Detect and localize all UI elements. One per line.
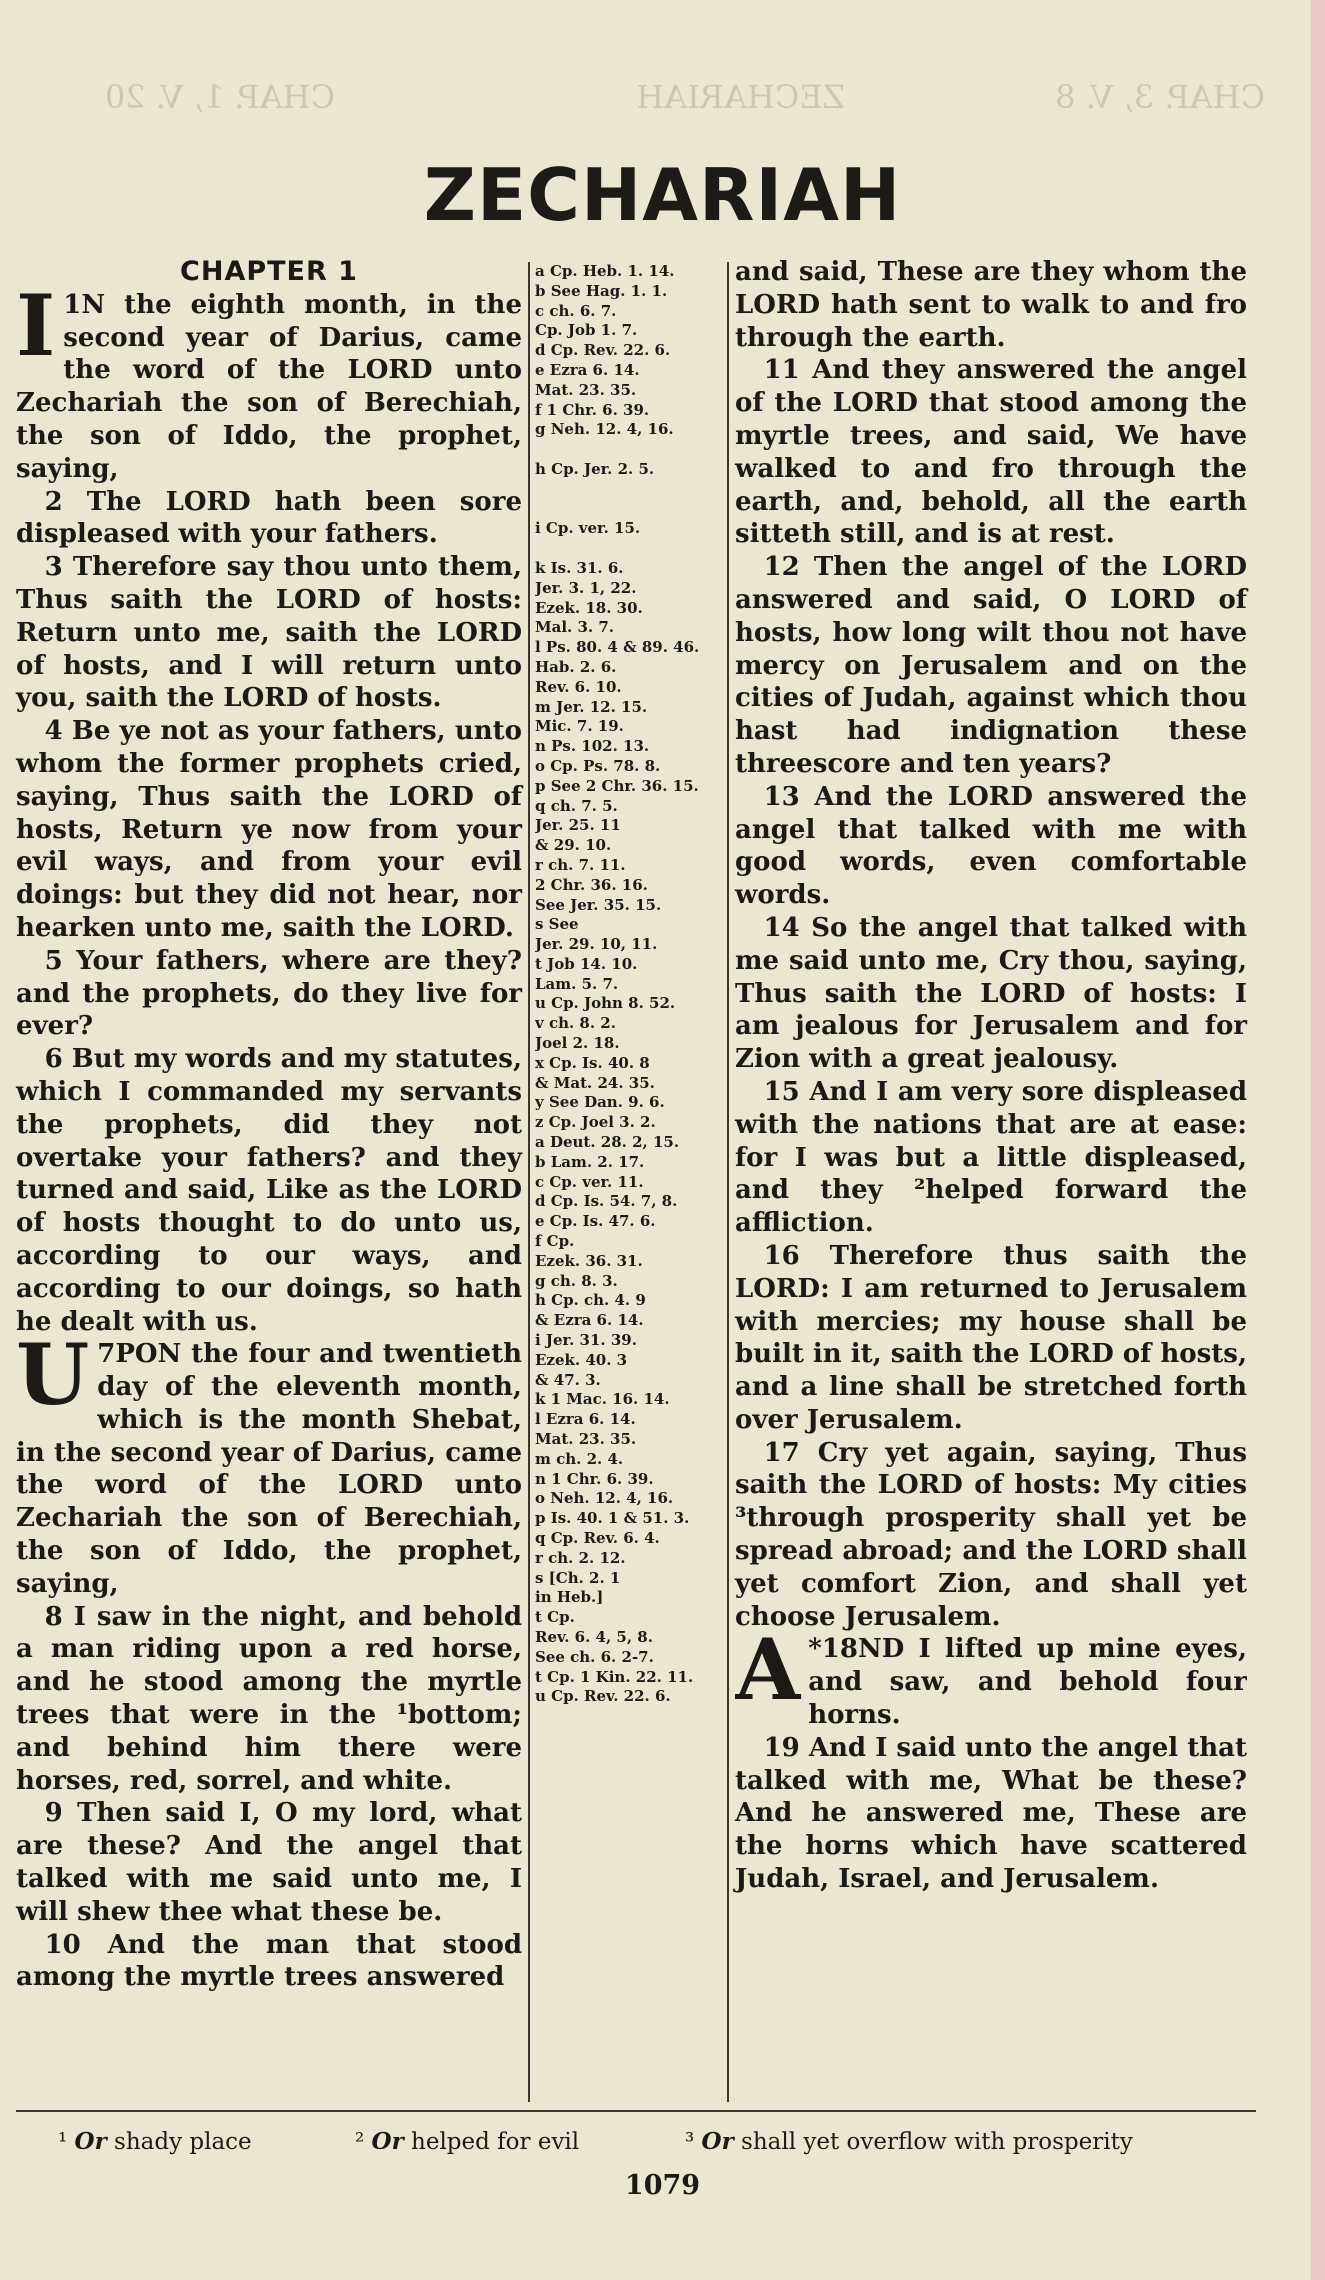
verse-number: 13 xyxy=(763,781,815,812)
cross-reference: Ezek. 40. 3 xyxy=(535,1350,628,1369)
verse xyxy=(735,1240,1247,1437)
left-text-column xyxy=(16,256,522,1994)
verse-text: But my words and my statutes, which I commanded my servants the prophets, did they not overtake your fathers? and they turned and said, Like as the LORD of hosts thought to do unto us, according to our ways, and according to our doings, so hath he dealt with us. xyxy=(16,1044,522,1337)
verse-number: 14 xyxy=(763,912,812,943)
verse xyxy=(735,1076,1247,1240)
verse-number: 7 xyxy=(97,1339,116,1370)
verse-number: 9 xyxy=(44,1798,78,1829)
cross-reference xyxy=(535,500,720,520)
cross-reference xyxy=(535,480,720,500)
cross-reference: & Mat. 24. 35. xyxy=(535,1073,655,1092)
verse-text: I saw in the night, and behold a man riding upon a red horse, and he stood among the myrtle trees that were in the ¹bottom; and behind him there were horses, red, sorrel, and white. xyxy=(16,1601,522,1796)
cross-reference: Mat. 23. 35. xyxy=(535,380,637,399)
cross-reference: e Ezra 6. 14. xyxy=(535,360,640,379)
verse-text: Be ye not as your fathers, unto whom the former prophets cried, saying, Thus saith the LORD of hosts, Return ye now from your evil ways, and from your evil doings: but they did not hear, nor hearken unto me, saith the LORD. xyxy=(16,716,522,943)
cross-reference: h Cp. ch. 4. 9 xyxy=(535,1291,646,1310)
verse xyxy=(16,945,522,1043)
cross-reference: u Cp. John 8. 52. xyxy=(535,994,676,1013)
bleed-right: CHAP. 1, V. 20 xyxy=(104,78,335,116)
cross-reference: l Ps. 80. 4 & 89. 46. xyxy=(535,638,700,657)
cross-reference: t Cp. 1 Kin. 22. 11. xyxy=(535,1667,694,1686)
cross-reference: g Neh. 12. 4, 16. xyxy=(535,420,674,439)
cross-reference: l Ezra 6. 14. xyxy=(535,1410,636,1429)
verse-number: 5 xyxy=(44,945,77,976)
verse-number: 2 xyxy=(44,486,87,517)
cross-reference: t Job 14. 10. xyxy=(535,954,638,973)
verse-number: 12 xyxy=(763,552,814,583)
cross-reference: Jer. 29. 10, 11. xyxy=(535,935,658,954)
verse xyxy=(16,1797,522,1928)
cross-reference: z Cp. Joel 3. 2. xyxy=(535,1113,656,1132)
cross-reference: t Cp. xyxy=(535,1608,575,1627)
chapter-heading: CHAPTER 1 xyxy=(180,256,358,287)
cross-reference: b Lam. 2. 17. xyxy=(535,1152,645,1171)
cross-reference: & Ezra 6. 14. xyxy=(535,1311,644,1330)
verse xyxy=(16,551,522,715)
verse xyxy=(16,1929,522,1995)
cross-reference: f Cp. xyxy=(535,1232,575,1251)
cross-reference: d Cp. Is. 54. 7, 8. xyxy=(535,1192,678,1211)
cross-reference: Rev. 6. 4, 5, 8. xyxy=(535,1627,653,1646)
verse xyxy=(735,256,1247,354)
column-divider-right xyxy=(727,262,729,2102)
verse-number: 10 xyxy=(44,1929,108,1960)
cross-reference: s See xyxy=(535,915,579,934)
cross-reference: q ch. 7. 5. xyxy=(535,796,618,815)
cross-reference: Ezek. 18. 30. xyxy=(535,598,643,617)
cross-reference: m ch. 2. 4. xyxy=(535,1449,624,1468)
verse xyxy=(735,781,1247,912)
cross-reference: Joel 2. 18. xyxy=(535,1034,620,1053)
cross-reference: d Cp. Rev. 22. 6. xyxy=(535,341,671,360)
verse xyxy=(735,551,1247,781)
verse-text: And the man that stood among the myrtle trees answered xyxy=(16,1929,522,1993)
right-text-column xyxy=(735,256,1247,1896)
page-edge xyxy=(1311,0,1325,2280)
cross-reference: i Jer. 31. 39. xyxy=(535,1331,637,1350)
verse-text: Then said I, O my lord, what are these? And the angel that talked with me said unto me, I will shew thee what these be. xyxy=(16,1798,522,1927)
page-number: 1079 xyxy=(624,2170,701,2201)
cross-reference: Jer. 25. 11 xyxy=(535,816,621,835)
cross-reference: & 29. 10. xyxy=(535,836,612,855)
cross-reference: Hab. 2. 6. xyxy=(535,657,617,676)
verse xyxy=(735,912,1247,1076)
cross-reference: b See Hag. 1. 1. xyxy=(535,281,668,300)
verse xyxy=(16,1043,522,1338)
cross-reference: u Cp. Rev. 22. 6. xyxy=(535,1687,671,1706)
cross-reference: Mat. 23. 35. xyxy=(535,1430,637,1449)
cross-reference: c ch. 6. 7. xyxy=(535,301,617,320)
bleed-left: CHAP. 3, V. 8 xyxy=(1055,78,1265,116)
verse-text: Then the angel of the LORD answered and said, O LORD of hosts, how long wilt thou not have mercy on Jerusalem and on the cities of Judah, against which thou hast had indignation these threescore and ten years? xyxy=(735,552,1248,779)
verse-number: 15 xyxy=(763,1076,810,1107)
cross-reference: o Neh. 12. 4, 16. xyxy=(535,1489,674,1508)
cross-reference: Ezek. 36. 31. xyxy=(535,1251,643,1270)
verse-number: 6 xyxy=(44,1044,72,1075)
cross-reference: r ch. 2. 12. xyxy=(535,1548,626,1567)
cross-reference: k Is. 31. 6. xyxy=(535,558,624,577)
cross-reference: Mal. 3. 7. xyxy=(535,618,615,637)
bleed-through-header xyxy=(0,78,1325,116)
cross-reference: Lam. 5. 7. xyxy=(535,974,619,993)
cross-reference: p See 2 Chr. 36. 15. xyxy=(535,776,699,795)
verse-number: 8 xyxy=(44,1601,74,1632)
verse-text: So the angel that talked with me said unto me, Cry thou, saying, Thus saith the LORD of hosts: I am jealous for Jerusalem and for Zion with a great jealousy. xyxy=(735,912,1248,1075)
verse-text: Therefore say thou unto them, Thus saith the LORD of hosts: Return unto me, saith the LORD of hosts, and I will return unto you, saith the LORD of hosts. xyxy=(16,552,522,714)
verse-text: and said, These are they whom the LORD hath sent to walk to and fro through the earth. xyxy=(735,257,1247,353)
drop-cap: I xyxy=(16,288,56,375)
footnote-3: ³ Or shall yet overflow with prosperity xyxy=(685,2128,1133,2155)
cross-reference: i Cp. ver. 15. xyxy=(535,519,641,538)
verse-text: And the LORD answered the angel that talked with me with good words, even comfortable words. xyxy=(735,781,1247,911)
cross-reference: e Cp. Is. 47. 6. xyxy=(535,1212,656,1231)
book-title: ZECHARIAH xyxy=(423,153,902,237)
verse xyxy=(16,486,522,552)
verse xyxy=(735,1633,1247,1731)
drop-cap: A xyxy=(735,1633,801,1720)
cross-reference: r ch. 7. 11. xyxy=(535,855,626,874)
verse xyxy=(16,289,522,486)
bleed-center: ZECHARIAH xyxy=(636,78,845,116)
cross-reference: f 1 Chr. 6. 39. xyxy=(535,400,650,419)
verse-text: PON the four and twentieth day of the eleventh month, which is the month Shebat, in the second year of Darius, came the word of the LORD unto Zechariah the son of Berechiah, the son of Iddo, the prophet, saying, xyxy=(16,1339,522,1599)
verse xyxy=(16,1338,522,1600)
cross-reference: o Cp. Ps. 78. 8. xyxy=(535,756,661,775)
cross-reference: Cp. Job 1. 7. xyxy=(535,321,638,340)
verse xyxy=(16,1601,522,1798)
cross-reference: p Is. 40. 1 & 51. 3. xyxy=(535,1509,690,1528)
verse xyxy=(16,715,522,945)
verse-number: 17 xyxy=(763,1437,818,1468)
cross-reference: s [Ch. 2. 1 xyxy=(535,1568,621,1587)
verse-number: 16 xyxy=(763,1240,830,1271)
verse-number: 11 xyxy=(763,355,813,386)
verse-text: ND I lifted up mine eyes, and saw, and behold four horns. xyxy=(808,1634,1247,1731)
verse-text: N the eighth month, in the second year of Darius, came the word of the LORD unto Zechariah the son of Berechiah, the son of Iddo, the prophet, saying, xyxy=(16,289,522,484)
verse-text: Therefore thus saith the LORD: I am returned to Jerusalem with mercies; my house shall be built in it, saith the LORD of hosts, and a line shall be stretched forth over Jerusalem. xyxy=(735,1240,1248,1435)
verse xyxy=(735,1732,1247,1896)
verse-number: 3 xyxy=(44,552,73,583)
cross-reference: Mic. 7. 19. xyxy=(535,717,624,736)
cross-reference: n 1 Chr. 6. 39. xyxy=(535,1469,654,1488)
footnote-2: ² Or helped for evil xyxy=(355,2128,580,2155)
verse-number: 4 xyxy=(44,716,72,747)
verse-number: 19 xyxy=(763,1732,809,1763)
cross-reference: & 47. 3. xyxy=(535,1370,601,1389)
cross-reference: Jer. 3. 1, 22. xyxy=(535,578,637,597)
cross-reference: m Jer. 12. 15. xyxy=(535,697,648,716)
cross-reference: a Cp. Heb. 1. 14. xyxy=(535,262,675,280)
footnote-rule xyxy=(16,2110,1256,2112)
cross-reference: 2 Chr. 36. 16. xyxy=(535,875,648,894)
verse xyxy=(735,1437,1247,1634)
cross-reference: See Jer. 35. 15. xyxy=(535,895,662,914)
cross-reference: k 1 Mac. 16. 14. xyxy=(535,1390,670,1409)
verse-text: And I said unto the angel that talked with me, What be these? And he answered me, These are the horns which have scattered Judah, Israel, and Jerusalem. xyxy=(735,1732,1247,1895)
verse xyxy=(735,354,1247,551)
cross-reference: c Cp. ver. 11. xyxy=(535,1172,644,1191)
cross-reference xyxy=(535,539,720,559)
cross-reference: g ch. 8. 3. xyxy=(535,1271,618,1290)
cross-reference: n Ps. 102. 13. xyxy=(535,737,650,756)
cross-reference: v ch. 8. 2. xyxy=(535,1014,616,1033)
verse-text: Your fathers, where are they? and the prophets, do they live for ever? xyxy=(16,945,522,1042)
verse-text: And they answered the angel of the LORD that stood among the myrtle trees, and said, We have walked to and fro through the earth, and, behold, all the earth sitteth still, and is at rest. xyxy=(735,355,1248,550)
verse-number: *18 xyxy=(808,1634,858,1665)
column-divider-left xyxy=(528,262,530,2102)
cross-reference: a Deut. 28. 2, 15. xyxy=(535,1133,680,1152)
center-references xyxy=(535,262,720,1707)
footnote-1: ¹ Or shady place xyxy=(58,2128,252,2155)
cross-reference: Rev. 6. 10. xyxy=(535,677,622,696)
verse-number: 1 xyxy=(63,289,82,320)
cross-reference xyxy=(535,440,720,460)
cross-reference: y See Dan. 9. 6. xyxy=(535,1093,665,1112)
drop-cap: U xyxy=(16,1338,90,1425)
cross-reference: x Cp. Is. 40. 8 xyxy=(535,1053,650,1072)
verse-text: Cry yet again, saying, Thus saith the LORD of hosts: My cities ³through prosperity shall yet be spread abroad; and the LORD shall yet comfort Zion, and shall yet choose Jerusalem. xyxy=(735,1437,1248,1632)
cross-reference: in Heb.] xyxy=(535,1588,604,1607)
cross-reference: See ch. 6. 2-7. xyxy=(535,1647,654,1666)
cross-reference: h Cp. Jer. 2. 5. xyxy=(535,459,655,478)
cross-reference: q Cp. Rev. 6. 4. xyxy=(535,1529,660,1547)
verse-text: And I am very sore displeased with the nations that are at ease: for I was but a little displeased, and they ²helped forward the affliction. xyxy=(735,1076,1247,1239)
verse-text: The LORD hath been sore displeased with your fathers. xyxy=(16,486,522,550)
